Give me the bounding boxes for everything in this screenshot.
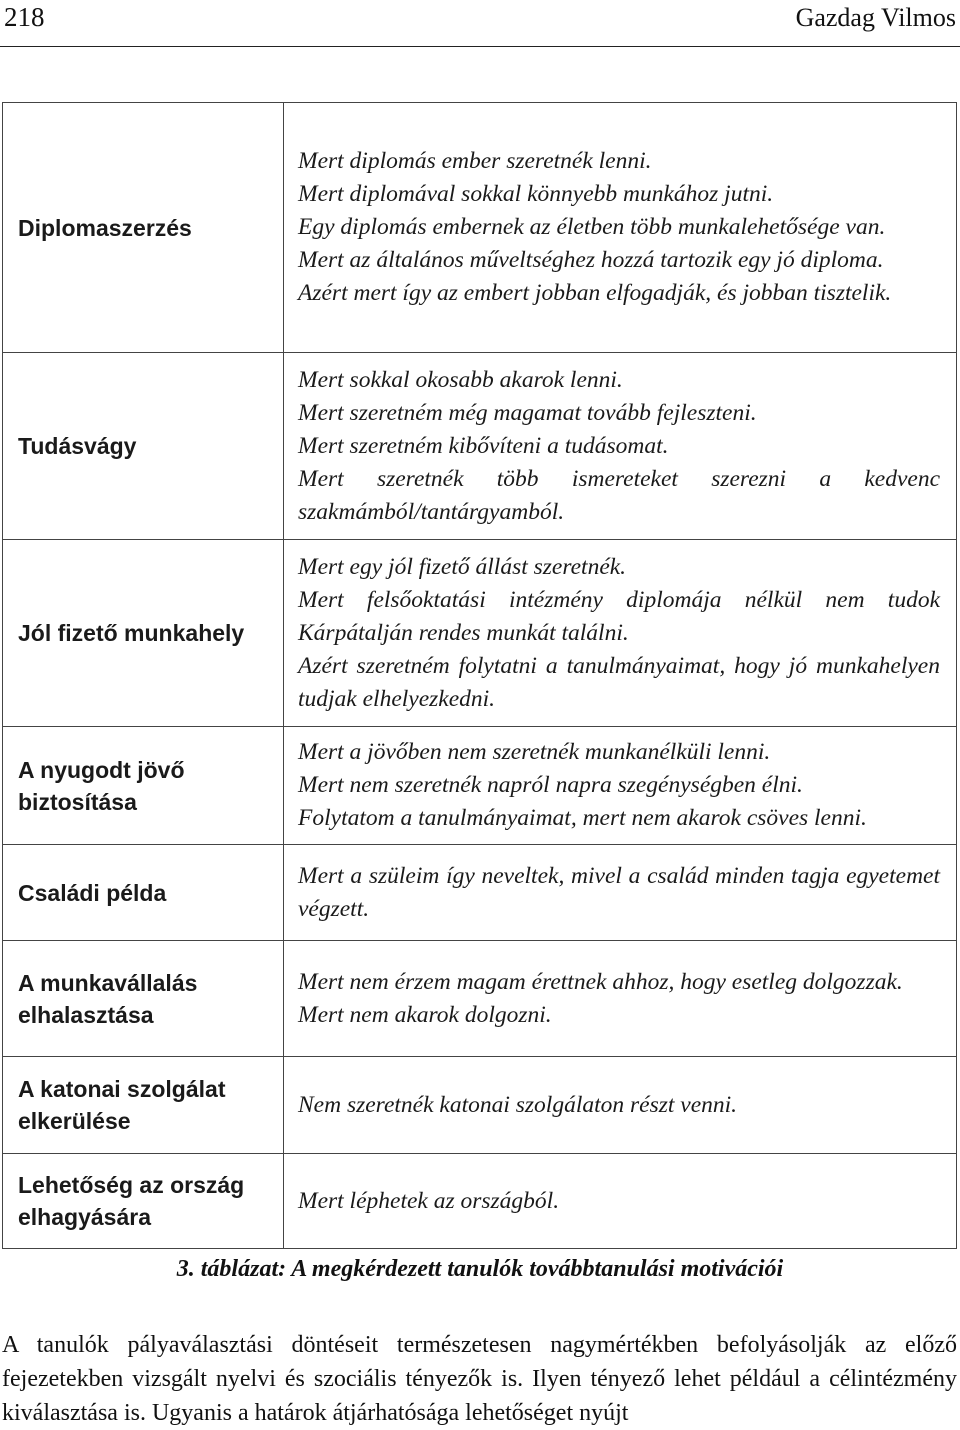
reason-cell: Lehetőség az ország elhagyására [3, 1154, 284, 1249]
table-row [3, 103, 957, 353]
answer-cell [284, 540, 957, 727]
reason-cell: Jól fizető munkahely [3, 540, 284, 727]
table-caption: 3. táblázat: A megkérdezett tanulók továbbtanulási motivációi [176, 1256, 784, 1282]
answer-line: Egy diplomás embernek az életben több munkalehetősége van. [298, 214, 886, 240]
page-number: 218 [4, 2, 45, 32]
answer-line: Mert diplomás ember szeretnék lenni. [298, 148, 652, 174]
answer-line: Mert szeretném kibővíteni a tudásomat. [298, 432, 669, 459]
answer-line: Nem szeretnék katonai szolgálaton részt venni. [298, 1091, 738, 1118]
answer-cell [284, 941, 957, 1057]
answer-line: Azért szeretném folytatni a tanulmányaimat, hogy jó munkahelyen tudjak elhelyezkedni. [298, 652, 940, 712]
page-header [0, 0, 960, 40]
answer-cell [284, 1154, 957, 1249]
answer-cell [284, 727, 957, 845]
reason-cell: A katonai szolgálat elkerülése [3, 1057, 284, 1154]
answer-line: Mert szeretném még magamat tovább fejleszteni. [298, 399, 757, 426]
body-paragraph: A tanulók pályaválasztási döntéseit természetesen nagymértékben befolyásolják az előző fejezetekben vizsgált nyelvi és szociális tényezők is. Ilyen tényező lehet például a célintézmény kiválasztása is. Ugyanis a határok átjárhatósága lehetőséget nyújt [2, 1332, 957, 1426]
answer-line: Mert sokkal okosabb akarok lenni. [298, 366, 623, 393]
answer-line: Folytatom a tanulmányaimat, mert nem akarok csöves lenni. [298, 805, 867, 831]
answer-line: Mert az általános műveltséghez hozzá tartozik egy jó diploma. [298, 247, 884, 273]
reason-cell: Tudásvágy [3, 353, 284, 540]
answer-line: Mert a szüleim így neveltek, mivel a család minden tagja egyetemet végzett. [298, 862, 940, 922]
answer-cell [284, 845, 957, 941]
table-row [3, 1154, 957, 1249]
table-row [3, 1057, 957, 1154]
table-row [3, 845, 957, 941]
answer-cell [284, 353, 957, 540]
answer-cell [284, 1057, 957, 1154]
reason-cell: A nyugodt jövő biztosítása [3, 727, 284, 845]
answer-cell [284, 103, 957, 353]
answer-line: Azért mert így az embert jobban elfogadják, és jobban tisztelik. [298, 280, 892, 306]
header-rule [0, 46, 960, 47]
answer-line: Mert felsőoktatási intézmény diplomája nélkül nem tudok Kárpátalján rendes munkát találni. [298, 586, 940, 646]
answer-line: Mert nem akarok dolgozni. [298, 1001, 552, 1028]
answer-line: Mert nem szeretnék napról napra szegénységben élni. [298, 772, 803, 798]
running-head-author: Gazdag Vilmos [795, 3, 956, 32]
table-row [3, 353, 957, 540]
answer-line: Mert nem érzem magam érettnek ahhoz, hogy esetleg dolgozzak. [298, 968, 903, 995]
answer-line: Mert a jövőben nem szeretnék munkanélküli lenni. [298, 739, 771, 765]
reason-cell: A munkavállalás elhalasztása [3, 941, 284, 1057]
answer-line: Mert léphetek az országból. [298, 1187, 560, 1214]
table-row [3, 727, 957, 845]
table-row [3, 941, 957, 1057]
table-row [3, 540, 957, 727]
answer-line: Mert diplomával sokkal könnyebb munkához jutni. [298, 181, 774, 207]
answer-line: Mert szeretnék több ismereteket szerezni a kedvenc szakmámból/tantárgyamból. [298, 465, 940, 525]
reason-cell: Diplomaszerzés [3, 103, 284, 353]
reason-cell: Családi példa [3, 845, 284, 941]
motivations-table [2, 102, 957, 1249]
answer-line: Mert egy jól fizető állást szeretnék. [298, 553, 627, 580]
